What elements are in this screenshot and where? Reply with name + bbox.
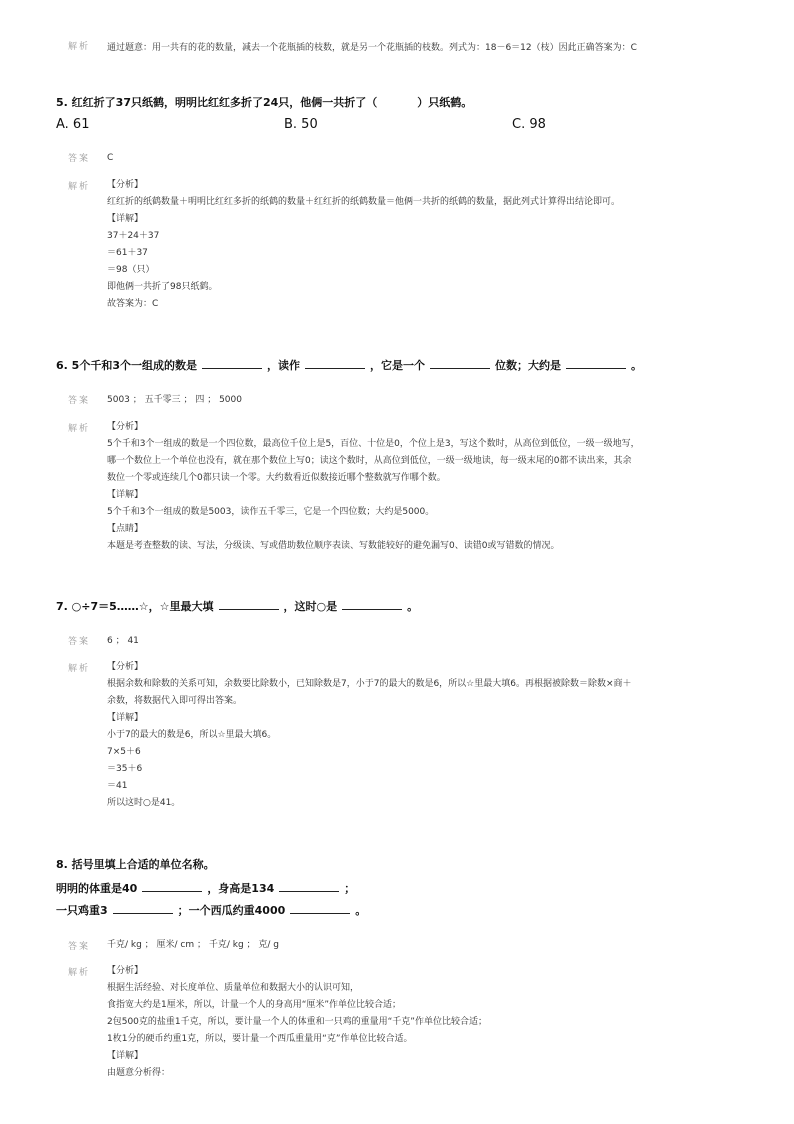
q6-title-part: 位数；大约是 bbox=[494, 359, 561, 372]
q8-answer-text: 千克/ kg ； 厘米/ cm ； 千克/ kg ； 克/ g bbox=[107, 940, 280, 950]
q5-analysis-line: 故答案为：C bbox=[107, 299, 159, 309]
q6-title-part: 。 bbox=[630, 359, 642, 372]
q7-title bbox=[56, 597, 418, 616]
q4-analysis: 通过题意：用一共有的花的数量，减去一个花瓶插的枝数，就是另一个花瓶插的枝数。列式为：18－6＝12（枝）因此正确答案为：C bbox=[107, 43, 637, 53]
q8-sentence-2 bbox=[56, 901, 366, 920]
q6-analysis-line: 数位一个零或连续几个0都只读一个零。大约数看近似数接近哪个整数就写作哪个数。 bbox=[107, 473, 446, 483]
analysis-label: 解析 bbox=[68, 182, 91, 192]
answer-label: 答案 bbox=[68, 396, 91, 406]
q8-analysis-line: 根据生活经验、对长度单位、质量单位和数据大小的认识可知， bbox=[107, 983, 360, 993]
q8-analysis-line: 由题意分析得： bbox=[107, 1068, 171, 1078]
q6-title-part: 6. 5个千和3个一组成的数是 bbox=[56, 359, 197, 372]
q6-analysis-line: 【分析】 bbox=[107, 422, 144, 432]
q7-analysis bbox=[107, 659, 747, 812]
q8-text: ； bbox=[344, 882, 356, 895]
q7-analysis-line: 余数，将数据代入即可得出答案。 bbox=[107, 696, 243, 706]
q8-title: 8. 括号里填上合适的单位名称。 bbox=[56, 858, 215, 871]
q5-analysis-line: ＝61＋37 bbox=[107, 248, 148, 258]
q7-analysis-line: 【分析】 bbox=[107, 662, 144, 672]
q7-title-part: ，这时○是 bbox=[283, 600, 338, 613]
analysis-label: 解析 bbox=[68, 42, 91, 52]
q5-title-part-b: ）只纸鹤。 bbox=[417, 96, 473, 109]
answer-label: 答案 bbox=[68, 154, 91, 164]
analysis-label: 解析 bbox=[68, 424, 91, 434]
q7-analysis-line: 所以这时○是41。 bbox=[107, 798, 181, 808]
q8-blank-4[interactable] bbox=[290, 901, 350, 914]
q6-title-part: ，它是一个 bbox=[369, 359, 425, 372]
q8-analysis-line: 2包500克的盐重1千克，所以，要计量一个人的体重和一只鸡的重量用“千克”作单位比较合适； bbox=[107, 1017, 487, 1027]
q6-blank-2[interactable] bbox=[305, 356, 365, 369]
q7-analysis-line: 【详解】 bbox=[107, 713, 144, 723]
answer-label: 答案 bbox=[68, 942, 91, 952]
analysis-label: 解析 bbox=[68, 664, 91, 674]
q6-analysis-line: 5个千和3个一组成的数是5003，读作五千零三，它是一个四位数；大约是5000。 bbox=[107, 507, 435, 517]
q8-analysis-line: 【详解】 bbox=[107, 1051, 144, 1061]
q7-analysis-line: 7×5＋6 bbox=[107, 747, 141, 757]
q8-text: 一只鸡重3 bbox=[56, 904, 108, 917]
q8-analysis bbox=[107, 963, 747, 1082]
q5-title bbox=[56, 94, 472, 112]
q6-blank-3[interactable] bbox=[430, 356, 490, 369]
q8-sentence-1 bbox=[56, 879, 355, 898]
q7-blank-2[interactable] bbox=[342, 597, 402, 610]
q5-option-c[interactable]: C. 98 bbox=[512, 117, 546, 132]
q6-answer bbox=[107, 392, 747, 409]
q5-analysis-line: 即他俩一共折了98只纸鹤。 bbox=[107, 282, 218, 292]
q7-answer-text: 6 ； 41 bbox=[107, 636, 139, 646]
q7-analysis-line: 根据余数和除数的关系可知，余数要比除数小，已知除数是7，小于7的最大的数是6，所以☆里最大填6。再根据被除数＝除数×商＋ bbox=[107, 679, 632, 689]
q7-analysis-line: 小于7的最大的数是6，所以☆里最大填6。 bbox=[107, 730, 277, 740]
q7-analysis-line: ＝35＋6 bbox=[107, 764, 143, 774]
q6-analysis bbox=[107, 419, 747, 555]
q7-analysis-line: ＝41 bbox=[107, 781, 128, 791]
q5-option-a[interactable]: A. 61 bbox=[56, 117, 90, 132]
q6-analysis-line: 【详解】 bbox=[107, 490, 144, 500]
q5-analysis bbox=[107, 177, 747, 313]
q5-option-b[interactable]: B. 50 bbox=[284, 117, 318, 132]
q8-blank-3[interactable] bbox=[113, 901, 173, 914]
q5-answer-text: C bbox=[107, 153, 114, 163]
q8-blank-1[interactable] bbox=[142, 879, 202, 892]
q5-title-part-a: 5. 红红折了37只纸鹤，明明比红红多折了24只，他俩一共折了（ bbox=[56, 96, 378, 109]
q7-answer bbox=[107, 633, 747, 650]
q8-text: 。 bbox=[355, 904, 367, 917]
q7-title-part: 7. ○÷7＝5……☆，☆里最大填 bbox=[56, 600, 214, 613]
q8-answer bbox=[107, 937, 747, 954]
q8-analysis-line: 1枚1分的硬币约重1克，所以，要计量一个西瓜重量用“克”作单位比较合适。 bbox=[107, 1034, 413, 1044]
q8-analysis-line: 【分析】 bbox=[107, 966, 144, 976]
q7-blank-1[interactable] bbox=[219, 597, 279, 610]
analysis-label: 解析 bbox=[68, 968, 91, 978]
q8-blank-2[interactable] bbox=[279, 879, 339, 892]
q5-analysis-line: 红红折的纸鹤数量＋明明比红红多折的纸鹤的数量＋红红折的纸鹤数量＝他俩一共折的纸鹤的数量，据此列式计算得出结论即可。 bbox=[107, 197, 621, 207]
q5-analysis-line: 【详解】 bbox=[107, 214, 144, 224]
q8-text: 明明的体重是40 bbox=[56, 882, 138, 895]
q6-blank-1[interactable] bbox=[202, 356, 262, 369]
q8-analysis-line: 食指宽大约是1厘米，所以，计量一个人的身高用“厘米”作单位比较合适； bbox=[107, 1000, 402, 1010]
q8-text: ；一个西瓜约重4000 bbox=[177, 904, 286, 917]
q6-analysis-line: 5个千和3个一组成的数是一个四位数，最高位千位上是5，百位、十位是0，个位上是3，写这个数时，从高位到低位，一级一级地写， bbox=[107, 439, 640, 449]
q7-title-part: 。 bbox=[407, 600, 419, 613]
q5-analysis-line: 37＋24＋37 bbox=[107, 231, 160, 241]
q6-title bbox=[56, 356, 642, 375]
q5-answer bbox=[107, 150, 747, 167]
q6-blank-4[interactable] bbox=[566, 356, 626, 369]
q6-analysis-line: 哪一个数位上一个单位也没有，就在那个数位上写0；读这个数时，从高位到低位，一级一级地读，每一级末尾的0都不读出来，其余 bbox=[107, 456, 632, 466]
q5-analysis-line: 【分析】 bbox=[107, 180, 144, 190]
q8-text: ，身高是134 bbox=[207, 882, 275, 895]
q5-analysis-line: ＝98（只） bbox=[107, 265, 155, 275]
q6-analysis-line: 本题是考查整数的读、写法，分级读、写或借助数位顺序表读、写数能较好的避免漏写0、读错0或写错数的情况。 bbox=[107, 541, 560, 551]
q6-analysis-line: 【点睛】 bbox=[107, 524, 144, 534]
q6-answer-text: 5003 ； 五千零三 ； 四 ； 5000 bbox=[107, 395, 242, 405]
answer-label: 答案 bbox=[68, 637, 91, 647]
q6-title-part: ，读作 bbox=[266, 359, 300, 372]
